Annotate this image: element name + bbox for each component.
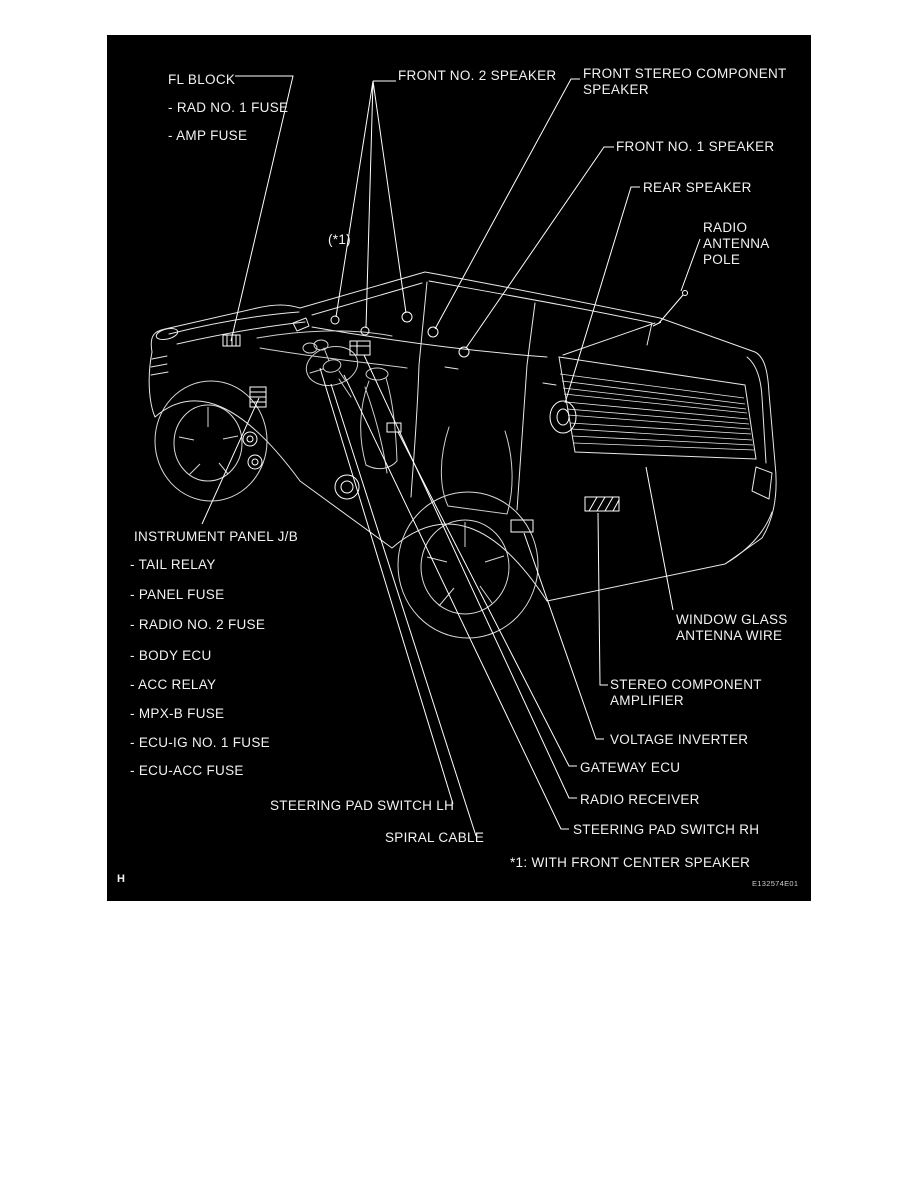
front-no2-speaker-marker (331, 316, 339, 324)
leader-radio-antenna-pole (681, 239, 700, 291)
diagram-panel (107, 35, 811, 901)
label-radio-antenna-pole: RADIO ANTENNA POLE (703, 220, 769, 267)
label-front-stereo-component-speaker: FRONT STEREO COMPONENT SPEAKER (583, 66, 787, 97)
label-tail-relay: - TAIL RELAY (130, 557, 216, 572)
label-steering-pad-switch-rh: STEERING PAD SWITCH RH (573, 822, 760, 837)
label-mpx-b-fuse: - MPX-B FUSE (130, 706, 225, 721)
leader-steering-pad-switch-lh (320, 368, 453, 804)
component-markers (223, 291, 688, 533)
rear-glass-antenna-grid (559, 357, 756, 459)
leader-instrument-panel-jb (202, 398, 259, 524)
label-fl-block: FL BLOCK (168, 72, 236, 87)
label-voltage-inverter: VOLTAGE INVERTER (610, 732, 749, 747)
car-interior (257, 331, 512, 514)
label-amp-fuse: - AMP FUSE (168, 128, 248, 143)
label-stereo-component-amplifier: STEREO COMPONENT AMPLIFIER (610, 677, 762, 708)
front-center-speaker-marker (361, 327, 369, 335)
leader-gateway-ecu (398, 432, 577, 766)
label-ecu-ig-no1-fuse: - ECU-IG NO. 1 FUSE (130, 735, 270, 750)
leader-rear-speaker (565, 187, 640, 403)
label-radio-receiver: RADIO RECEIVER (580, 792, 700, 807)
leader-spiral-cable (331, 384, 476, 836)
leader-window-glass-antenna-wire (646, 467, 673, 610)
label-rear-speaker: REAR SPEAKER (643, 180, 752, 195)
leader-steering-pad-switch-rh (344, 375, 569, 829)
leader-stereo-component-amplifier (598, 513, 608, 685)
label-asterisk-marker: (*1) (328, 232, 351, 247)
label-instrument-panel-jb: INSTRUMENT PANEL J/B (134, 529, 299, 544)
leader-voltage-inverter (524, 533, 604, 739)
leader-lines (202, 76, 700, 836)
label-rad-no1-fuse: - RAD NO. 1 FUSE (168, 100, 289, 115)
label-body-ecu: - BODY ECU (130, 648, 212, 663)
label-front-no2-speaker: FRONT NO. 2 SPEAKER (398, 68, 557, 83)
front-no2-speaker-marker-2 (402, 312, 412, 322)
label-acc-relay: - ACC RELAY (130, 677, 217, 692)
label-gateway-ecu: GATEWAY ECU (580, 760, 681, 775)
label-spiral-cable: SPIRAL CABLE (385, 830, 485, 845)
page-marker: H (117, 873, 126, 885)
leader-front-no1-speaker (466, 147, 614, 348)
rear-speaker-marker (550, 401, 576, 433)
label-radio-no2-fuse: - RADIO NO. 2 FUSE (130, 617, 266, 632)
label-window-glass-antenna-wire: WINDOW GLASS ANTENNA WIRE (676, 612, 788, 643)
label-steering-pad-switch-lh: STEERING PAD SWITCH LH (270, 798, 455, 813)
door-speaker-marker (335, 475, 359, 499)
front-no1-speaker-marker (459, 347, 469, 357)
footnote: *1: WITH FRONT CENTER SPEAKER (510, 855, 751, 870)
leader-radio-receiver (364, 355, 577, 798)
front-stereo-component-speaker-marker (428, 327, 438, 337)
label-ecu-acc-fuse: - ECU-ACC FUSE (130, 763, 244, 778)
leader-front-stereo-component-speaker (435, 79, 580, 329)
figure-code: E132574E01 (752, 879, 799, 888)
label-front-no1-speaker: FRONT NO. 1 SPEAKER (616, 139, 775, 154)
label-panel-fuse: - PANEL FUSE (130, 587, 225, 602)
